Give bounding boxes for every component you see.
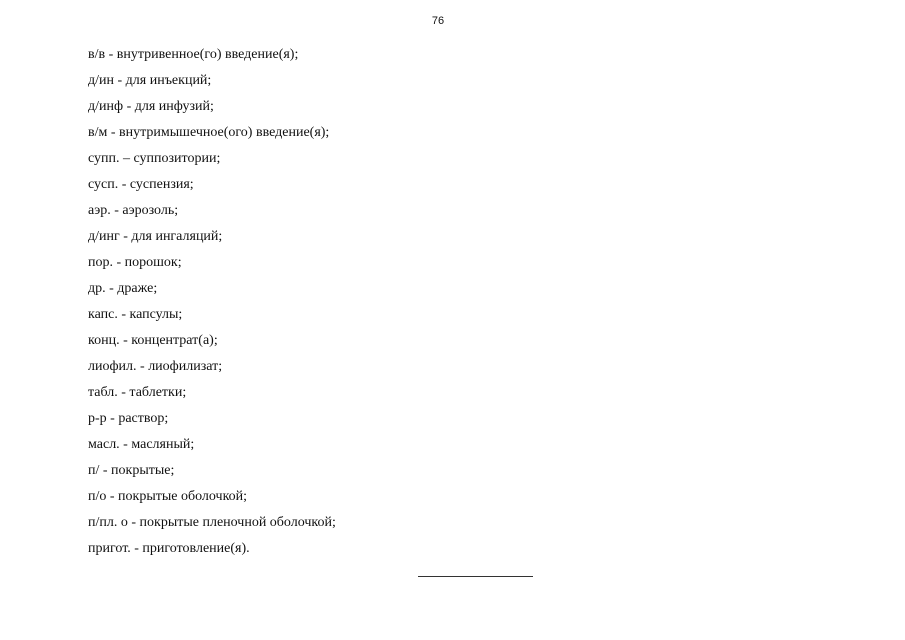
abbreviation-item: супп. – суппозитории; [88, 151, 221, 166]
abbreviation-item: др. - драже; [88, 281, 158, 296]
abbreviation-item: пригот. - приготовление(я). [88, 541, 250, 556]
abbreviation-item: лиофил. - лиофилизат; [88, 359, 223, 374]
abbreviation-item: конц. - концентрат(а); [88, 333, 218, 348]
abbreviation-list [88, 42, 336, 562]
abbreviation-item: д/инф - для инфузий; [88, 99, 214, 114]
abbreviation-item: в/м - внутримышечное(ого) введение(я); [88, 125, 330, 140]
abbreviation-item: р-р - раствор; [88, 411, 169, 426]
abbreviation-item: в/в - внутривенное(го) введение(я); [88, 47, 299, 62]
page-number: 76 [431, 15, 445, 27]
abbreviation-item: пор. - порошок; [88, 255, 182, 270]
abbreviation-item: п/о - покрытые оболочкой; [88, 489, 248, 504]
abbreviation-item: капс. - капсулы; [88, 307, 183, 322]
abbreviation-item: д/инг - для ингаляций; [88, 229, 223, 244]
abbreviation-item: аэр. - аэрозоль; [88, 203, 179, 218]
abbreviation-item: п/пл. о - покрытые пленочной оболочкой; [88, 515, 336, 530]
abbreviation-item: д/ин - для инъекций; [88, 73, 212, 88]
abbreviation-item: п/ - покрытые; [88, 463, 175, 478]
abbreviation-item: масл. - масляный; [88, 437, 195, 452]
footer-divider [418, 576, 533, 577]
abbreviation-item: сусп. - суспензия; [88, 177, 194, 192]
abbreviation-item: табл. - таблетки; [88, 385, 187, 400]
